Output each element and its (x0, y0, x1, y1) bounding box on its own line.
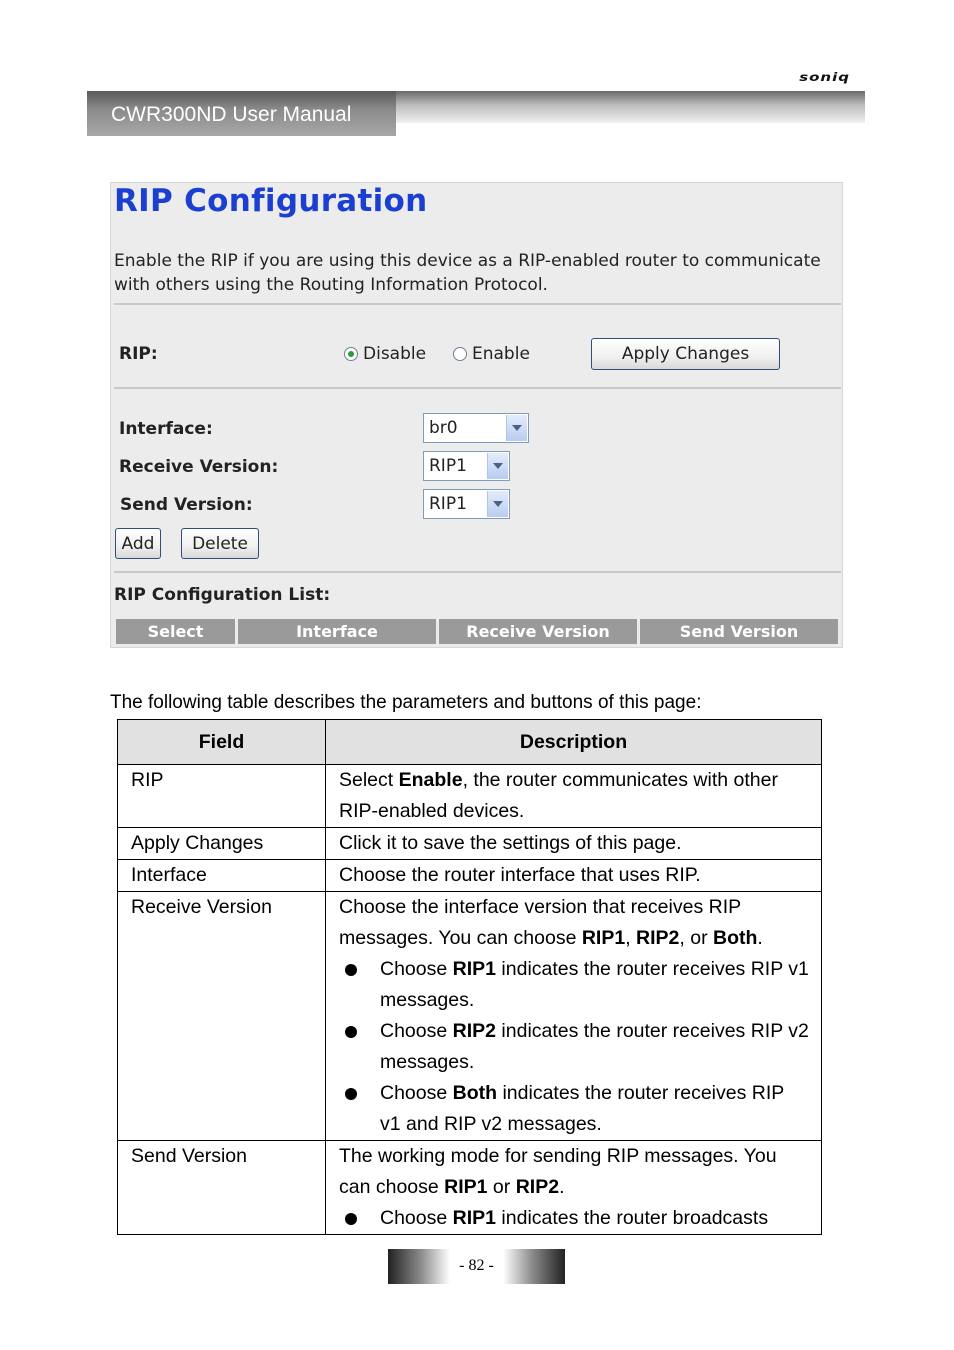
list-column-send-version: Send Version (640, 619, 838, 644)
page-description: Enable the RIP if you are using this device as a RIP-enabled router to communicate with others using the Routing Information Protocol. (114, 251, 821, 295)
radio-disable-label: Disable (363, 344, 427, 364)
table-row (118, 828, 822, 860)
field-cell: RIP (118, 765, 326, 828)
receive-version-label: Receive Version: (119, 457, 279, 477)
page-number: - 82 - (388, 1249, 565, 1284)
list-item: Choose RIP1 indicates the router broadcasts (339, 1203, 809, 1234)
column-header-description: Description (326, 720, 822, 765)
brand-logo: soniq (799, 70, 850, 84)
bullet-icon (345, 954, 359, 1016)
description-cell: Click it to save the settings of this page. (326, 828, 822, 860)
list-column-select: Select (116, 619, 235, 644)
radio-enable-label: Enable (472, 344, 530, 364)
list-item: Choose RIP2 indicates the router receives RIP v2 messages. (339, 1016, 809, 1078)
table-row (118, 765, 822, 828)
rip-list-title: RIP Configuration List: (114, 585, 331, 605)
add-button[interactable]: Add (115, 528, 161, 559)
radio-disable[interactable] (344, 347, 358, 361)
interface-select-value: br0 (429, 418, 458, 438)
chevron-down-icon[interactable] (506, 415, 527, 441)
description-cell: Choose the router interface that uses RIP. (326, 860, 822, 892)
bullet-icon (345, 1078, 359, 1140)
table-header-row (118, 720, 822, 765)
divider (114, 303, 841, 305)
field-cell: Send Version (118, 1141, 326, 1235)
field-cell: Apply Changes (118, 828, 326, 860)
apply-changes-button[interactable]: Apply Changes (591, 338, 780, 370)
interface-select[interactable] (423, 413, 529, 443)
receive-version-value: RIP1 (429, 456, 467, 476)
radio-enable[interactable] (453, 347, 467, 361)
rip-configuration-screenshot (110, 182, 843, 648)
list-item: Choose Both indicates the router receives RIP v1 and RIP v2 messages. (339, 1078, 809, 1140)
parameters-table (117, 719, 822, 1235)
column-header-field: Field (118, 720, 326, 765)
manual-title: CWR300ND User Manual (87, 91, 396, 136)
divider (114, 571, 841, 573)
field-cell: Receive Version (118, 892, 326, 1141)
interface-label: Interface: (119, 419, 213, 439)
send-version-select[interactable] (423, 489, 510, 519)
table-row (118, 1141, 822, 1235)
send-version-value: RIP1 (429, 494, 467, 514)
description-cell: Select Enable, the router communicates with other RIP-enabled devices. (326, 765, 822, 828)
rip-label: RIP: (119, 344, 158, 364)
rip-list-header (116, 619, 838, 644)
delete-button[interactable]: Delete (181, 528, 259, 559)
field-cell: Interface (118, 860, 326, 892)
send-version-label: Send Version: (120, 495, 253, 515)
chevron-down-icon[interactable] (487, 453, 508, 479)
page-title: RIP Configuration (114, 183, 428, 219)
list-item: Choose RIP1 indicates the router receives RIP v1 messages. (339, 954, 809, 1016)
rip-enable-option[interactable] (453, 344, 530, 364)
list-column-interface: Interface (238, 619, 436, 644)
description-cell: Choose the interface version that receives RIP messages. You can choose RIP1, RIP2, or Both. Choose RIP1 indicates the router receives RIP v1 messages. Choose RIP2 indicates the router receives RIP v2 messages. Choose Both indicates the router receives RIP v1 and RIP v2 messages. (326, 892, 822, 1141)
table-row (118, 860, 822, 892)
bullet-icon (345, 1016, 359, 1078)
chevron-down-icon[interactable] (487, 491, 508, 517)
rip-disable-option[interactable] (344, 344, 426, 364)
receive-version-select[interactable] (423, 451, 510, 481)
divider (114, 387, 841, 389)
table-intro: The following table describes the parameters and buttons of this page: (110, 692, 702, 713)
bullet-icon (345, 1203, 359, 1234)
table-row (118, 892, 822, 1141)
list-column-receive-version: Receive Version (439, 619, 637, 644)
description-cell: The working mode for sending RIP messages. You can choose RIP1 or RIP2. Choose RIP1 indicates the router broadcasts (326, 1141, 822, 1235)
